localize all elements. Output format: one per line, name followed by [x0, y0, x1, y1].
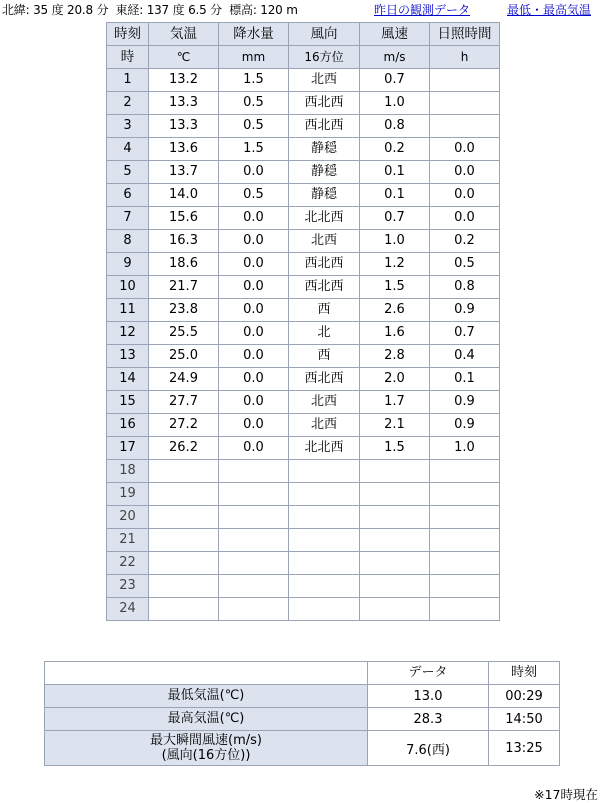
hour-cell: 21	[107, 529, 149, 552]
unit-wind-speed: m/s	[360, 46, 430, 69]
summary-label: 最高気温(℃)	[45, 708, 368, 731]
table-row	[107, 460, 500, 483]
sunshine-cell: 0.9	[430, 299, 500, 322]
sunshine-cell: 1.0	[430, 437, 500, 460]
header-wind-speed: 風速	[360, 23, 430, 46]
hour-cell: 11	[107, 299, 149, 322]
summary-header-time: 時刻	[489, 662, 560, 685]
precip-cell: 1.5	[219, 69, 289, 92]
sunshine-cell	[430, 92, 500, 115]
wind-dir-cell: 静穏	[289, 161, 360, 184]
wind-dir-cell: 西北西	[289, 276, 360, 299]
temp-cell	[149, 483, 219, 506]
table-row	[107, 184, 500, 207]
hour-cell: 20	[107, 506, 149, 529]
wind-speed-cell: 1.6	[360, 322, 430, 345]
sunshine-cell: 0.4	[430, 345, 500, 368]
wind-dir-cell: 西北西	[289, 368, 360, 391]
location-info	[2, 2, 298, 18]
temp-cell	[149, 529, 219, 552]
temp-cell	[149, 506, 219, 529]
temp-cell: 13.3	[149, 92, 219, 115]
precip-cell: 0.0	[219, 161, 289, 184]
wind-speed-cell: 0.1	[360, 184, 430, 207]
temp-cell	[149, 575, 219, 598]
table-row	[107, 161, 500, 184]
wind-dir-cell: 北北西	[289, 437, 360, 460]
hour-cell: 2	[107, 92, 149, 115]
wind-dir-cell: 静穏	[289, 184, 360, 207]
temp-cell	[149, 552, 219, 575]
wind-speed-cell: 2.8	[360, 345, 430, 368]
precip-cell: 0.5	[219, 115, 289, 138]
location-bar	[2, 2, 602, 20]
sunshine-cell: 0.0	[430, 161, 500, 184]
min-max-temp-link[interactable]: 最低・最高気温	[507, 3, 592, 17]
wind-dir-cell: 西北西	[289, 92, 360, 115]
lon-deg: 137	[146, 3, 169, 17]
table-row	[107, 115, 500, 138]
table-row	[107, 138, 500, 161]
table-row	[107, 253, 500, 276]
sunshine-cell: 0.9	[430, 414, 500, 437]
wind-dir-cell: 北西	[289, 69, 360, 92]
temp-cell: 27.2	[149, 414, 219, 437]
precip-cell: 0.5	[219, 92, 289, 115]
temp-cell: 27.7	[149, 391, 219, 414]
hour-cell: 14	[107, 368, 149, 391]
precip-cell: 0.0	[219, 299, 289, 322]
summary-label	[45, 731, 368, 766]
summary-label-line2: (風向(16方位))	[161, 748, 251, 763]
elev-label: 標高:	[229, 3, 257, 17]
sunshine-cell: 0.5	[430, 253, 500, 276]
sunshine-cell	[430, 506, 500, 529]
wind-dir-cell: 西	[289, 345, 360, 368]
summary-row-max-gust	[45, 731, 560, 766]
table-row	[107, 322, 500, 345]
temp-cell: 26.2	[149, 437, 219, 460]
summary-header-blank	[45, 662, 368, 685]
lon-min: 6.5	[188, 3, 207, 17]
sunshine-cell: 0.9	[430, 391, 500, 414]
temp-cell: 14.0	[149, 184, 219, 207]
daily-summary-table	[44, 661, 560, 766]
table-row	[107, 92, 500, 115]
wind-dir-cell	[289, 506, 360, 529]
temp-cell: 16.3	[149, 230, 219, 253]
hour-cell: 8	[107, 230, 149, 253]
wind-speed-cell: 1.5	[360, 276, 430, 299]
hour-cell: 16	[107, 414, 149, 437]
sunshine-cell	[430, 598, 500, 621]
wind-speed-cell	[360, 460, 430, 483]
precip-cell	[219, 552, 289, 575]
table-row	[107, 529, 500, 552]
wind-dir-cell	[289, 460, 360, 483]
unit-wind-dir: 16方位	[289, 46, 360, 69]
wind-dir-cell: 北	[289, 322, 360, 345]
summary-row-min-temp	[45, 685, 560, 708]
table-row	[107, 345, 500, 368]
table-row	[107, 483, 500, 506]
summary-header-data: データ	[368, 662, 489, 685]
temp-cell: 23.8	[149, 299, 219, 322]
summary-time: 00:29	[489, 685, 560, 708]
table-row	[107, 299, 500, 322]
precip-cell: 0.0	[219, 230, 289, 253]
precip-cell	[219, 506, 289, 529]
wind-dir-cell: 北西	[289, 414, 360, 437]
deg-unit: 度	[172, 3, 185, 17]
hour-cell: 9	[107, 253, 149, 276]
sunshine-cell	[430, 529, 500, 552]
elev-unit: m	[286, 3, 298, 17]
wind-speed-cell: 1.5	[360, 437, 430, 460]
temp-cell: 21.7	[149, 276, 219, 299]
wind-speed-cell	[360, 575, 430, 598]
hour-cell: 15	[107, 391, 149, 414]
precip-cell: 0.0	[219, 276, 289, 299]
hour-cell: 10	[107, 276, 149, 299]
hourly-observation-table	[106, 22, 500, 621]
precip-cell: 0.0	[219, 391, 289, 414]
temp-cell: 18.6	[149, 253, 219, 276]
wind-speed-cell: 0.8	[360, 115, 430, 138]
precip-cell	[219, 598, 289, 621]
temp-cell	[149, 598, 219, 621]
wind-dir-cell: 北西	[289, 230, 360, 253]
precip-cell: 0.0	[219, 253, 289, 276]
wind-speed-cell: 0.2	[360, 138, 430, 161]
wind-speed-cell: 0.1	[360, 161, 430, 184]
wind-dir-cell: 西北西	[289, 253, 360, 276]
sunshine-cell: 0.7	[430, 322, 500, 345]
hour-cell: 13	[107, 345, 149, 368]
sunshine-cell: 0.0	[430, 207, 500, 230]
precip-cell: 0.0	[219, 414, 289, 437]
wind-speed-cell	[360, 529, 430, 552]
summary-value: 7.6(西)	[368, 731, 489, 766]
summary-header-row	[45, 662, 560, 685]
sunshine-cell: 0.2	[430, 230, 500, 253]
wind-speed-cell	[360, 483, 430, 506]
table-row	[107, 230, 500, 253]
precip-cell	[219, 575, 289, 598]
deg-unit: 度	[51, 3, 64, 17]
table-row	[107, 506, 500, 529]
wind-speed-cell	[360, 598, 430, 621]
wind-dir-cell: 北北西	[289, 207, 360, 230]
temp-cell: 25.0	[149, 345, 219, 368]
footnote: ※17時現在	[534, 787, 598, 802]
wind-dir-cell	[289, 529, 360, 552]
summary-time: 14:50	[489, 708, 560, 731]
precip-cell	[219, 460, 289, 483]
summary-time: 13:25	[489, 731, 560, 766]
wind-dir-cell	[289, 552, 360, 575]
wind-dir-cell: 西	[289, 299, 360, 322]
header-temp: 気温	[149, 23, 219, 46]
min-unit: 分	[96, 3, 109, 17]
wind-speed-cell: 1.7	[360, 391, 430, 414]
sunshine-cell	[430, 69, 500, 92]
table-row	[107, 552, 500, 575]
header-precip: 降水量	[219, 23, 289, 46]
sunshine-cell	[430, 552, 500, 575]
summary-value: 13.0	[368, 685, 489, 708]
table-row	[107, 575, 500, 598]
precip-cell: 0.0	[219, 368, 289, 391]
hour-cell: 5	[107, 161, 149, 184]
hour-cell: 24	[107, 598, 149, 621]
hour-cell: 19	[107, 483, 149, 506]
wind-dir-cell: 北西	[289, 391, 360, 414]
wind-speed-cell: 0.7	[360, 69, 430, 92]
temp-cell	[149, 460, 219, 483]
table-row	[107, 598, 500, 621]
sunshine-cell	[430, 460, 500, 483]
hour-cell: 1	[107, 69, 149, 92]
hour-cell: 7	[107, 207, 149, 230]
table-row	[107, 391, 500, 414]
precip-cell: 0.5	[219, 184, 289, 207]
sunshine-cell: 0.8	[430, 276, 500, 299]
hour-cell: 6	[107, 184, 149, 207]
min-unit: 分	[210, 3, 222, 17]
sunshine-cell	[430, 483, 500, 506]
table-row	[107, 276, 500, 299]
unit-row	[107, 46, 500, 69]
temp-cell: 25.5	[149, 322, 219, 345]
lat-deg: 35	[33, 3, 48, 17]
temp-cell: 13.6	[149, 138, 219, 161]
precip-cell: 0.0	[219, 437, 289, 460]
sunshine-cell: 0.0	[430, 184, 500, 207]
hour-cell: 17	[107, 437, 149, 460]
wind-dir-cell: 西北西	[289, 115, 360, 138]
summary-row-max-temp	[45, 708, 560, 731]
wind-speed-cell: 0.7	[360, 207, 430, 230]
wind-speed-cell	[360, 506, 430, 529]
temp-cell: 13.3	[149, 115, 219, 138]
hour-cell: 3	[107, 115, 149, 138]
precip-cell: 0.0	[219, 345, 289, 368]
table-row	[107, 207, 500, 230]
lat-min: 20.8	[67, 3, 93, 17]
wind-dir-cell	[289, 483, 360, 506]
hour-cell: 4	[107, 138, 149, 161]
sunshine-cell	[430, 575, 500, 598]
yesterday-data-link[interactable]: 昨日の観測データ	[374, 3, 471, 17]
elev-value: 120	[260, 3, 283, 17]
table-row	[107, 414, 500, 437]
precip-cell: 0.0	[219, 322, 289, 345]
wind-speed-cell: 1.0	[360, 92, 430, 115]
table-row	[107, 437, 500, 460]
lat-label: 北緯:	[2, 3, 30, 17]
unit-sunshine: h	[430, 46, 500, 69]
temp-cell: 13.2	[149, 69, 219, 92]
hour-cell: 23	[107, 575, 149, 598]
hour-cell: 12	[107, 322, 149, 345]
wind-speed-cell: 2.1	[360, 414, 430, 437]
precip-cell: 1.5	[219, 138, 289, 161]
precip-cell	[219, 529, 289, 552]
sunshine-cell	[430, 115, 500, 138]
sunshine-cell: 0.1	[430, 368, 500, 391]
summary-label: 最低気温(℃)	[45, 685, 368, 708]
wind-dir-cell	[289, 575, 360, 598]
hour-cell: 18	[107, 460, 149, 483]
unit-precip: mm	[219, 46, 289, 69]
wind-speed-cell: 1.0	[360, 230, 430, 253]
table-row	[107, 368, 500, 391]
lon-label: 東経:	[115, 3, 144, 17]
header-hour: 時刻	[107, 23, 149, 46]
summary-label-line1: 最大瞬間風速(m/s)	[150, 733, 262, 748]
wind-speed-cell: 2.0	[360, 368, 430, 391]
precip-cell	[219, 483, 289, 506]
header-wind-dir: 風向	[289, 23, 360, 46]
sunshine-cell: 0.0	[430, 138, 500, 161]
wind-speed-cell	[360, 552, 430, 575]
temp-cell: 13.7	[149, 161, 219, 184]
wind-dir-cell: 静穏	[289, 138, 360, 161]
header-row	[107, 23, 500, 46]
wind-dir-cell	[289, 598, 360, 621]
unit-hour: 時	[107, 46, 149, 69]
precip-cell: 0.0	[219, 207, 289, 230]
wind-speed-cell: 1.2	[360, 253, 430, 276]
temp-cell: 24.9	[149, 368, 219, 391]
table-row	[107, 69, 500, 92]
hour-cell: 22	[107, 552, 149, 575]
summary-value: 28.3	[368, 708, 489, 731]
temp-cell: 15.6	[149, 207, 219, 230]
wind-speed-cell: 2.6	[360, 299, 430, 322]
header-sunshine: 日照時間	[430, 23, 500, 46]
unit-temp: ℃	[149, 46, 219, 69]
